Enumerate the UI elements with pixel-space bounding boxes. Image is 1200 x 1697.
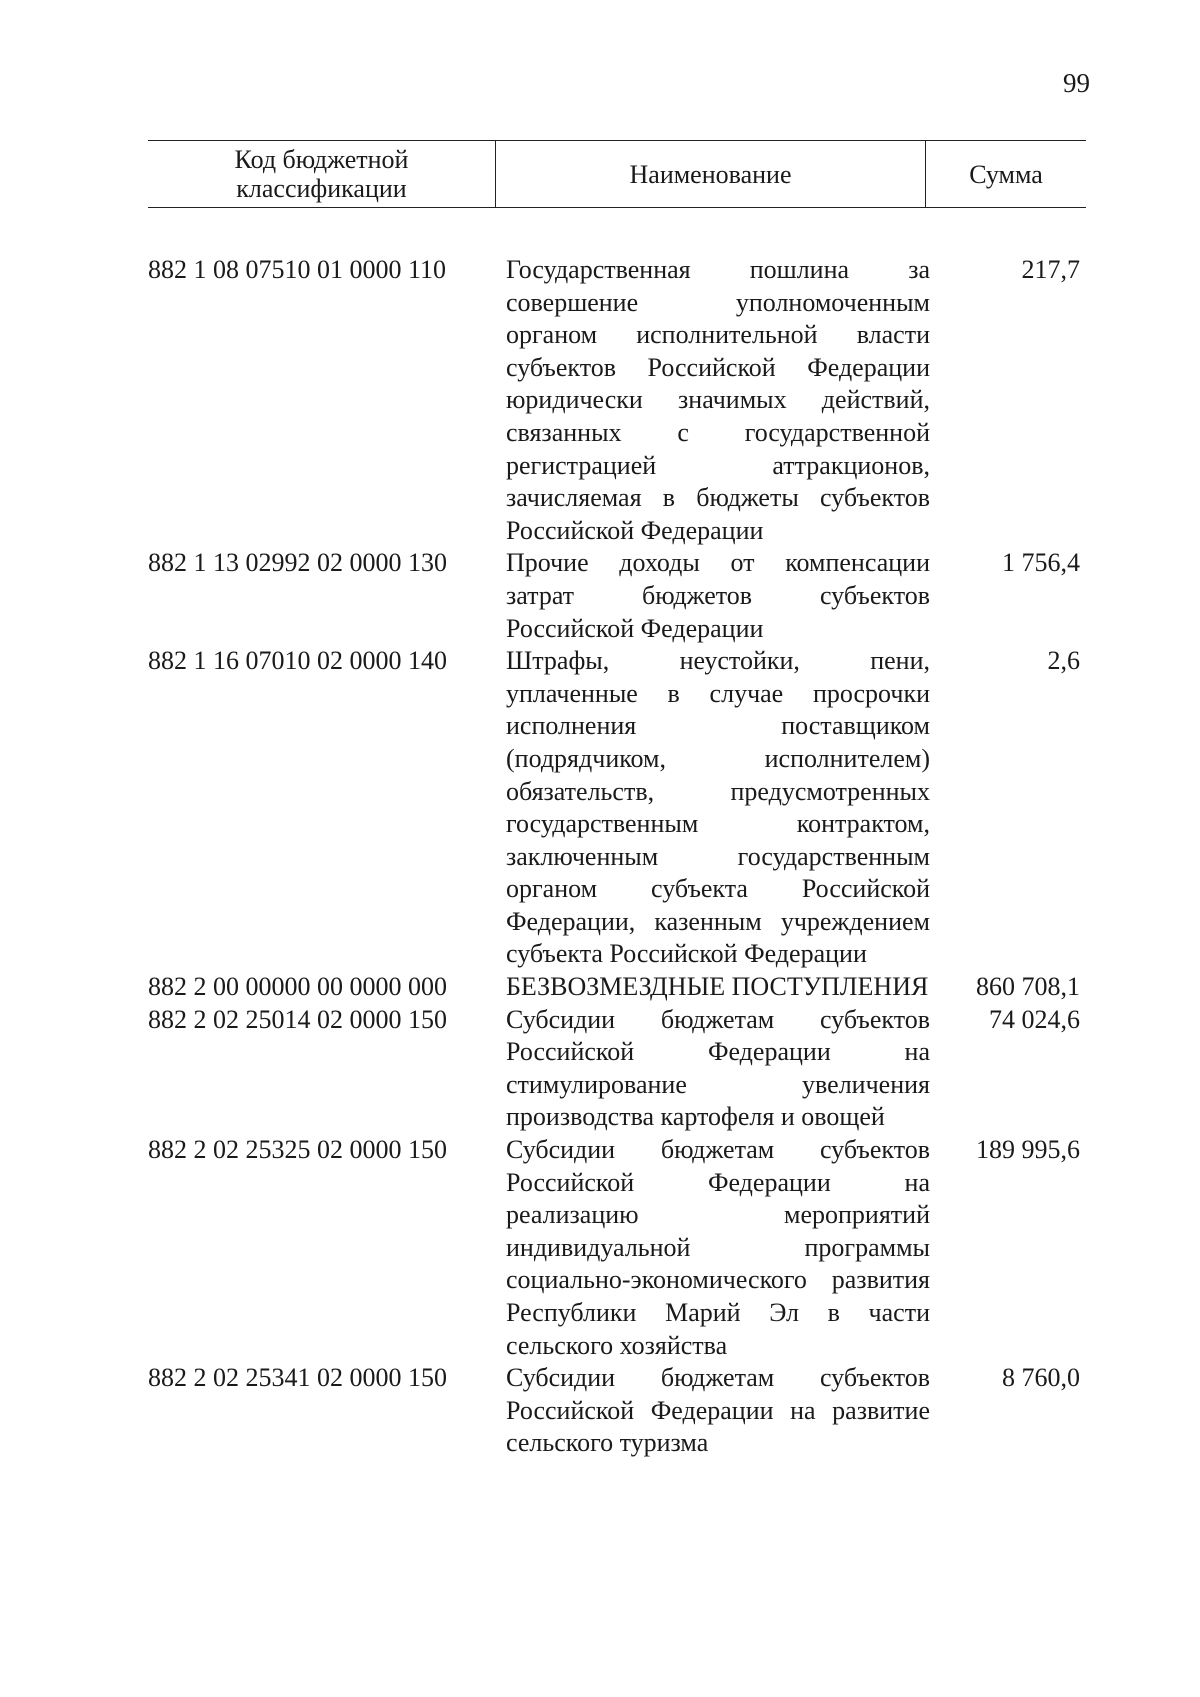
table-row xyxy=(148,971,1086,1004)
row-name: Государственная пошлина за совершение уполномоченным органом исполнительной власти субъектов Российской Федерации юридически значимых действий, связанных с государственной регистрацией аттракционов, зачисляемая в бюджеты субъектов Российской Федерации xyxy=(506,255,930,545)
row-name: Субсидии бюджетам субъектов Российской Федерации на развитие сельского туризма xyxy=(506,1363,930,1458)
row-name: Субсидии бюджетам субъектов Российской Федерации на стимулирование увеличения производства картофеля и овощей xyxy=(506,1004,930,1132)
row-code: 882 2 00 00000 00 0000 000 xyxy=(148,972,447,1002)
header-code xyxy=(148,141,496,207)
row-sum: 860 708,1 xyxy=(976,972,1080,1002)
header-sum xyxy=(926,141,1086,207)
table-row xyxy=(148,547,1086,645)
table-row xyxy=(148,1004,1086,1134)
header-sum-label: Сумма xyxy=(969,159,1043,189)
budget-table xyxy=(148,140,1086,1460)
table-row xyxy=(148,1134,1086,1362)
row-sum: 2,6 xyxy=(1047,646,1080,676)
table-row xyxy=(148,1362,1086,1460)
header-name xyxy=(496,141,926,207)
header-code-label: Код бюджетной классификации xyxy=(234,145,409,203)
row-code: 882 2 02 25014 02 0000 150 xyxy=(148,1004,447,1034)
row-code: 882 2 02 25341 02 0000 150 xyxy=(148,1363,447,1393)
row-sum: 217,7 xyxy=(1021,255,1080,284)
table-row xyxy=(148,254,1086,547)
row-sum: 189 995,6 xyxy=(976,1135,1080,1165)
table-row xyxy=(148,645,1086,971)
row-code: 882 1 08 07510 01 0000 110 xyxy=(148,255,447,284)
row-sum: 1 756,4 xyxy=(1002,548,1080,578)
row-name: Субсидии бюджетам субъектов Российской Федерации на реализацию мероприятий индивидуальной программы социально-экономического развития Республики Марий Эл в части сельского хозяйства xyxy=(506,1135,930,1360)
row-code: 882 1 13 02992 02 0000 130 xyxy=(148,548,447,578)
header-name-label: Наименование xyxy=(629,159,792,189)
table-header xyxy=(148,140,1086,208)
row-sum: 74 024,6 xyxy=(989,1004,1080,1034)
table-body xyxy=(148,254,1086,1460)
row-name: Прочие доходы от компенсации затрат бюджетов субъектов Российской Федерации xyxy=(506,548,930,643)
page-number: 99 xyxy=(1063,68,1090,98)
row-code: 882 1 16 07010 02 0000 140 xyxy=(148,646,447,676)
row-sum: 8 760,0 xyxy=(1002,1363,1080,1393)
row-code: 882 2 02 25325 02 0000 150 xyxy=(148,1135,447,1165)
row-name: БЕЗВОЗМЕЗДНЫЕ ПОСТУПЛЕНИЯ xyxy=(506,972,929,1002)
row-name: Штрафы, неустойки, пени, уплаченные в случае просрочки исполнения поставщиком (подрядчиком, исполнителем) обязательств, предусмотренных государственным контрактом, заключенным государственным органом субъекта Российской Федерации, казенным учреждением субъекта Российской Федерации xyxy=(506,646,930,969)
